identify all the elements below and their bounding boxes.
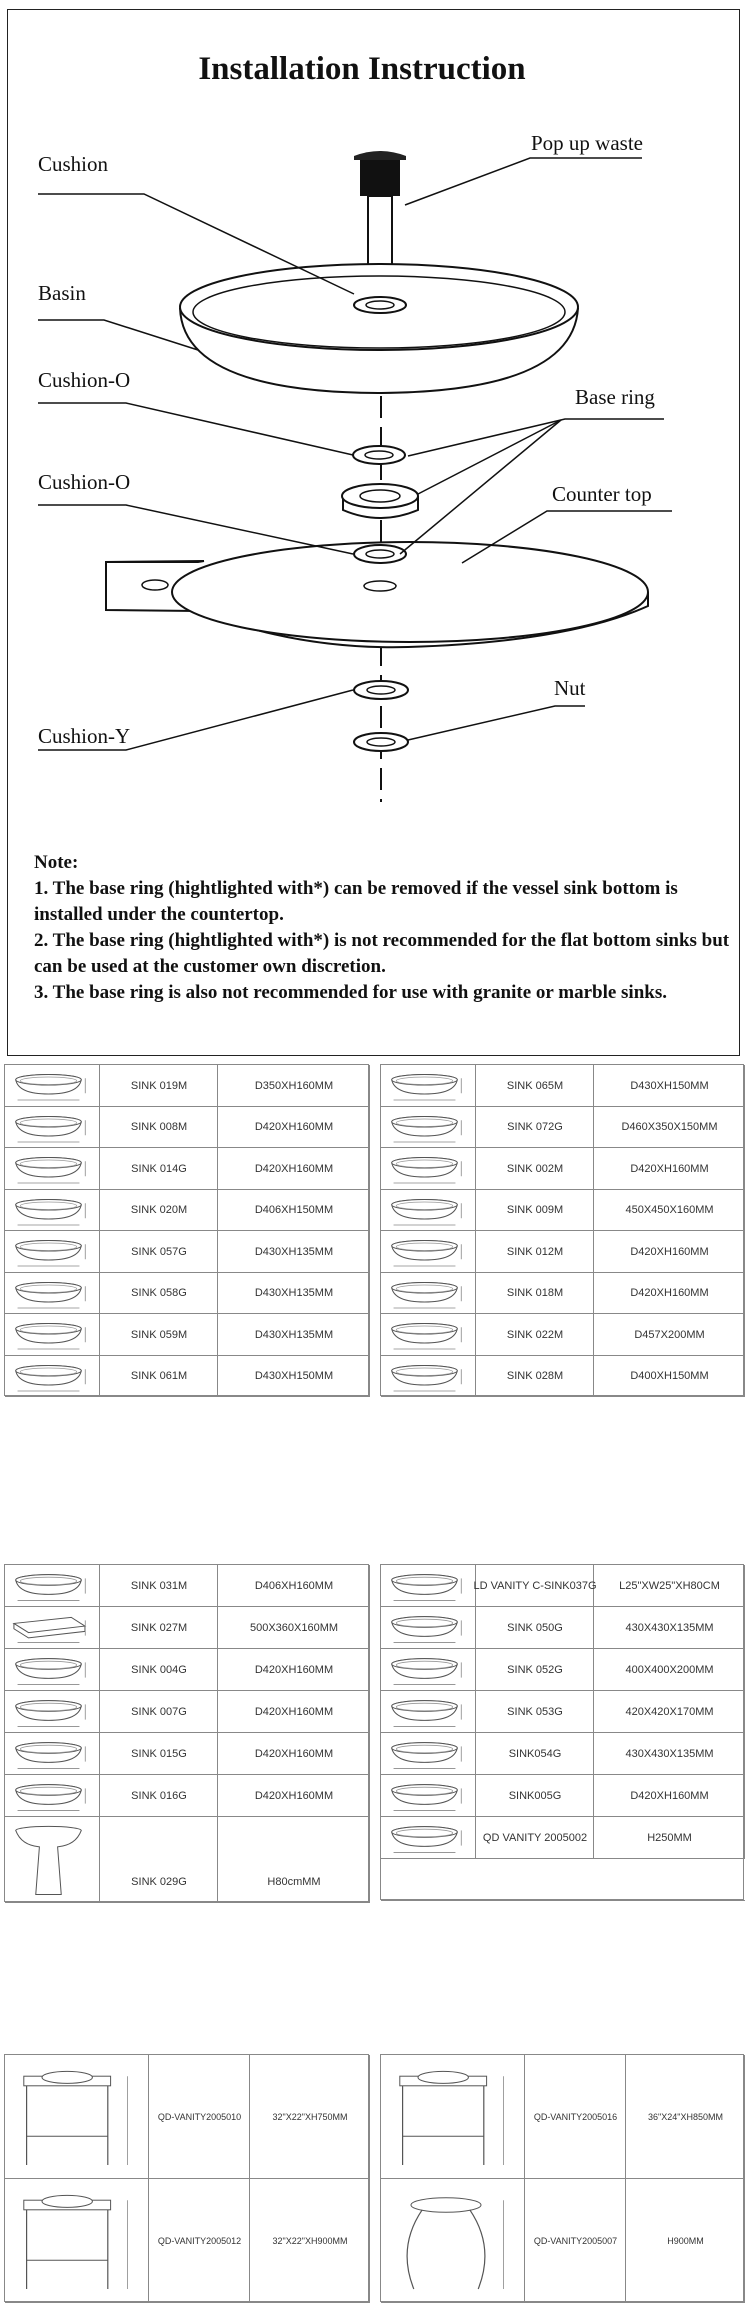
sink-image [7, 1693, 98, 1736]
sink-image [7, 2181, 147, 2306]
size-value: 36"X24"XH850MM [648, 2112, 723, 2122]
product-thumbnail-cell [381, 1231, 476, 1273]
size-value: D430XH135MM [254, 1287, 334, 1300]
model-cell [100, 1190, 218, 1232]
model-cell [100, 1733, 218, 1775]
model-cell [100, 1775, 218, 1817]
sink-image [383, 1275, 474, 1318]
sink-image [7, 2057, 147, 2182]
size-value: 400X400X200MM [625, 1664, 714, 1676]
model-name: QD-VANITY2005012 [157, 2236, 242, 2246]
sink-image [383, 1693, 474, 1736]
sink-image [7, 1233, 98, 1276]
size-cell [594, 1649, 745, 1691]
sink-image [383, 1777, 474, 1820]
product-thumbnail-cell [5, 1649, 100, 1691]
model-name: SINK 018M [506, 1287, 564, 1300]
product-thumbnail-cell [381, 1314, 476, 1356]
size-value: H900MM [667, 2236, 704, 2246]
label-pop-up-waste: Pop up waste [531, 131, 643, 155]
model-cell [100, 1356, 218, 1398]
product-thumbnail-cell [381, 2179, 525, 2303]
note-item: 3. The base ring is also not recommended for use with granite or marble sinks. [34, 982, 667, 1003]
model-cell [473, 1565, 597, 1607]
basin-icon [180, 264, 578, 393]
product-thumbnail-cell [381, 1148, 476, 1190]
size-value: D420XH160MM [254, 1706, 334, 1718]
pop-up-waste-icon [354, 151, 406, 282]
size-cell [626, 2179, 745, 2303]
label-base-ring: Base ring [575, 385, 655, 409]
sink-image [383, 1567, 474, 1610]
product-thumbnail-cell [381, 1065, 476, 1107]
size-value: D430XH150MM [254, 1370, 334, 1383]
model-cell [100, 1314, 218, 1356]
base-ring-icon [342, 484, 418, 518]
model-cell [476, 1691, 594, 1733]
sink-image [383, 1109, 474, 1152]
model-cell [149, 2055, 250, 2179]
sink-image [7, 1275, 98, 1318]
sink-image [7, 1735, 98, 1778]
model-name: SINK005G [508, 1790, 562, 1802]
sink-image [7, 1316, 98, 1359]
counter-top-icon [106, 542, 648, 647]
product-thumbnail-cell [381, 1817, 476, 1859]
model-name: SINK 029G [131, 1875, 187, 1888]
sink-image [7, 1567, 98, 1610]
spec-table [4, 1064, 369, 1396]
sink-image [383, 1735, 474, 1778]
sink-image [383, 1316, 474, 1359]
model-name: SINK 008M [130, 1121, 188, 1134]
size-value: D430XH135MM [254, 1328, 334, 1341]
model-name: SINK 059M [130, 1328, 188, 1341]
size-value: D420XH160MM [630, 1245, 709, 1258]
model-cell [100, 1817, 218, 1903]
size-cell [218, 1691, 370, 1733]
note-heading: Note: [34, 852, 79, 873]
size-value: 450X450X160MM [625, 1204, 714, 1217]
size-value: D420XH160MM [254, 1790, 334, 1802]
model-name: SINK 020M [130, 1204, 188, 1217]
sink-image [7, 1777, 98, 1820]
size-cell [218, 1356, 370, 1398]
size-cell [218, 1607, 370, 1649]
model-name: SINK 004G [131, 1664, 187, 1676]
size-cell [594, 1775, 745, 1817]
model-cell [100, 1649, 218, 1691]
size-cell [594, 1565, 745, 1607]
size-cell [594, 1190, 745, 1232]
model-cell [476, 1065, 594, 1107]
size-value: 430X430X135MM [625, 1748, 714, 1760]
sink-image [383, 1358, 474, 1401]
label-basin: Basin [38, 281, 86, 305]
size-cell [218, 1107, 370, 1149]
sink-image [7, 1109, 98, 1152]
size-value: D457X200MM [634, 1328, 705, 1341]
size-value: D430XH150MM [630, 1079, 709, 1092]
size-cell [218, 1065, 370, 1107]
model-name: SINK 050G [507, 1622, 563, 1634]
size-value: L25"XW25"XH80CM [619, 1580, 720, 1592]
size-cell [594, 1691, 745, 1733]
model-name: LD VANITY C-SINK037G [473, 1580, 597, 1592]
model-name: SINK 014G [131, 1162, 187, 1175]
size-cell [218, 1775, 370, 1817]
label-cushion-o-2: Cushion-O [38, 470, 131, 494]
size-value: 32"X22"XH900MM [272, 2236, 348, 2246]
note-item: 2. The base ring (hightlighted with*) is not recommended for the flat bottom sinks but can be used at the customer own discretion. [34, 930, 730, 977]
size-value: 32"X22"XH750MM [272, 2112, 348, 2122]
size-value: D406XH160MM [254, 1580, 334, 1592]
size-cell [594, 1273, 745, 1315]
cushion-o-icon [353, 446, 405, 464]
label-cushion: Cushion [38, 152, 109, 176]
spec-table [380, 1564, 744, 1900]
model-cell [476, 1649, 594, 1691]
size-cell [218, 1231, 370, 1273]
product-thumbnail-cell [381, 1107, 476, 1149]
size-cell [218, 1314, 370, 1356]
size-cell [250, 2179, 370, 2303]
size-value: H250MM [647, 1832, 692, 1844]
size-value: D420XH160MM [254, 1162, 334, 1175]
size-cell [218, 1817, 370, 1903]
model-cell [525, 2055, 626, 2179]
size-value: H80cmMM [267, 1875, 321, 1888]
product-thumbnail-cell [381, 1775, 476, 1817]
model-name: SINK 019M [130, 1079, 188, 1092]
size-value: 430X430X135MM [625, 1622, 714, 1634]
model-name: QD-VANITY2005016 [533, 2112, 618, 2122]
page-title: Installation Instruction [198, 51, 526, 87]
size-cell [594, 1817, 745, 1859]
product-thumbnail-cell [5, 1733, 100, 1775]
sink-image [383, 1192, 474, 1235]
nut-icon [354, 733, 408, 751]
spec-table [380, 1064, 744, 1396]
product-thumbnail-cell [5, 1148, 100, 1190]
model-cell [100, 1065, 218, 1107]
sink-image [383, 2057, 523, 2182]
model-name: SINK 002M [506, 1162, 564, 1175]
model-cell [476, 1817, 594, 1859]
model-cell [100, 1231, 218, 1273]
spec-table [4, 2054, 369, 2302]
product-thumbnail-cell [5, 1107, 100, 1149]
size-cell [218, 1148, 370, 1190]
size-value: 500X360X160MM [249, 1622, 339, 1634]
size-value: D406XH150MM [254, 1204, 334, 1217]
product-thumbnail-cell [5, 1065, 100, 1107]
sink-image [383, 1150, 474, 1193]
product-thumbnail-cell [5, 1775, 100, 1817]
model-cell [100, 1565, 218, 1607]
size-value: D430XH135MM [254, 1245, 334, 1258]
label-cushion-y: Cushion-Y [38, 724, 131, 748]
product-thumbnail-cell [381, 1356, 476, 1398]
product-thumbnail-cell [381, 2055, 525, 2179]
sink-image [7, 1067, 98, 1110]
product-thumbnail-cell [381, 1649, 476, 1691]
model-name: QD-VANITY2005007 [533, 2236, 618, 2246]
product-thumbnail-cell [381, 1691, 476, 1733]
product-thumbnail-cell [5, 1817, 100, 1903]
model-name: QD-VANITY2005010 [157, 2112, 242, 2122]
model-name: SINK 016G [131, 1790, 187, 1802]
model-name: SINK 052G [507, 1664, 563, 1676]
size-cell [594, 1065, 745, 1107]
spec-table [380, 2054, 744, 2302]
model-name: QD VANITY 2005002 [482, 1832, 588, 1844]
sink-image [383, 1067, 474, 1110]
sink-image [7, 1358, 98, 1401]
size-value: D420XH160MM [254, 1121, 334, 1134]
model-cell [476, 1607, 594, 1649]
model-cell [100, 1691, 218, 1733]
model-name: SINK 012M [506, 1245, 564, 1258]
product-thumbnail-cell [5, 1231, 100, 1273]
product-thumbnail-cell [5, 1607, 100, 1649]
sink-image [7, 1819, 98, 1906]
note-item: 1. The base ring (hightlighted with*) can be removed if the vessel sink bottom is installed under the countertop. [34, 878, 678, 925]
model-cell [476, 1190, 594, 1232]
model-name: SINK 022M [506, 1328, 564, 1341]
product-thumbnail-cell [381, 1190, 476, 1232]
model-cell [476, 1273, 594, 1315]
product-thumbnail-cell [5, 2179, 149, 2303]
model-name: SINK 007G [131, 1706, 187, 1718]
size-cell [218, 1273, 370, 1315]
model-cell [476, 1733, 594, 1775]
size-cell [594, 1607, 745, 1649]
size-value: D420XH160MM [630, 1162, 709, 1175]
model-cell [100, 1148, 218, 1190]
model-cell [149, 2179, 250, 2303]
model-name: SINK 057G [131, 1245, 187, 1258]
spec-table [4, 1564, 369, 1902]
model-cell [525, 2179, 626, 2303]
model-cell [100, 1607, 218, 1649]
size-value: D420XH160MM [254, 1664, 334, 1676]
sink-image [383, 1819, 474, 1862]
size-value: D460X350X150MM [621, 1121, 718, 1134]
size-cell [218, 1649, 370, 1691]
model-cell [476, 1356, 594, 1398]
label-cushion-o-1: Cushion-O [38, 368, 131, 392]
product-thumbnail-cell [5, 1314, 100, 1356]
note-section [34, 850, 734, 1006]
size-cell [218, 1733, 370, 1775]
model-name: SINK 058G [131, 1287, 187, 1300]
product-thumbnail-cell [381, 1565, 476, 1607]
size-cell [594, 1314, 745, 1356]
sink-image [383, 1233, 474, 1276]
label-counter-top: Counter top [552, 482, 652, 506]
size-cell [594, 1733, 745, 1775]
model-name: SINK 072G [507, 1121, 563, 1134]
model-cell [476, 1148, 594, 1190]
size-cell [594, 1231, 745, 1273]
sink-image [7, 1192, 98, 1235]
model-name: SINK 031M [130, 1580, 188, 1592]
size-cell [626, 2055, 745, 2179]
sink-image [383, 2181, 523, 2306]
product-thumbnail-cell [381, 1607, 476, 1649]
product-thumbnail-cell [5, 1356, 100, 1398]
model-cell [476, 1314, 594, 1356]
model-cell [476, 1107, 594, 1149]
sink-image [383, 1609, 474, 1652]
sink-image [7, 1150, 98, 1193]
product-thumbnail-cell [5, 1691, 100, 1733]
size-value: 420X420X170MM [625, 1706, 714, 1718]
product-thumbnail-cell [381, 1273, 476, 1315]
model-name: SINK 065M [506, 1079, 564, 1092]
model-name: SINK 009M [506, 1204, 564, 1217]
size-value: D420XH160MM [630, 1287, 709, 1300]
sink-image [383, 1651, 474, 1694]
model-name: SINK 061M [130, 1370, 188, 1383]
empty-row [381, 1859, 745, 1901]
product-thumbnail-cell [5, 1565, 100, 1607]
size-cell [594, 1356, 745, 1398]
size-cell [218, 1190, 370, 1232]
size-value: D420XH160MM [630, 1790, 709, 1802]
installation-panel [7, 9, 740, 1056]
product-thumbnail-cell [5, 1190, 100, 1232]
model-name: SINK 053G [507, 1706, 563, 1718]
cushion-y-icon [354, 681, 408, 699]
size-value: D420XH160MM [254, 1748, 334, 1760]
model-name: SINK 027M [130, 1622, 188, 1634]
sink-image [7, 1651, 98, 1694]
size-cell [594, 1148, 745, 1190]
size-value: D350XH160MM [254, 1079, 334, 1092]
model-cell [476, 1231, 594, 1273]
model-cell [100, 1273, 218, 1315]
model-cell [476, 1775, 594, 1817]
product-thumbnail-cell [381, 1733, 476, 1775]
model-name: SINK054G [508, 1748, 562, 1760]
model-name: SINK 028M [506, 1370, 564, 1383]
sink-image [7, 1609, 98, 1652]
label-nut: Nut [554, 676, 586, 700]
size-value: D400XH150MM [630, 1370, 709, 1383]
product-thumbnail-cell [5, 1273, 100, 1315]
size-cell [594, 1107, 745, 1149]
model-cell [100, 1107, 218, 1149]
size-cell [250, 2055, 370, 2179]
size-cell [218, 1565, 370, 1607]
model-name: SINK 015G [131, 1748, 187, 1760]
product-thumbnail-cell [5, 2055, 149, 2179]
